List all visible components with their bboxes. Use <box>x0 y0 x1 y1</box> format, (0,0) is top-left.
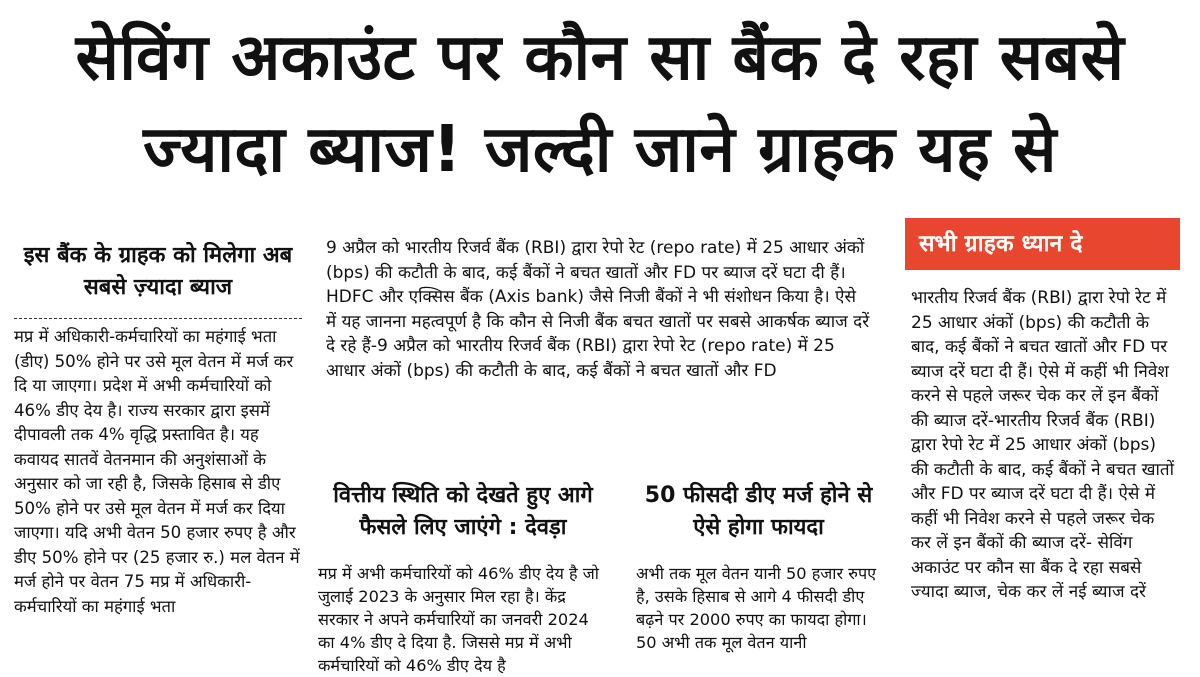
sub-article-finance <box>318 480 608 677</box>
headline-line-1: सेविंग अकाउंट पर कौन सा बैंक दे रहा सबसे <box>75 21 1125 95</box>
sub-article-da-merge-heading: 50 फीसदी डीए मर्ज होने से ऐसे होगा फायदा <box>644 483 873 540</box>
section-divider <box>14 318 302 319</box>
right-column <box>905 218 1180 605</box>
sub-article-finance-heading: वित्तीय स्थिति को देखते हुए आगे फैसले लिए जाएंगे : देवड़ा <box>333 483 593 540</box>
center-column <box>326 236 871 383</box>
right-column-body: भारतीय रिजर्व बैंक (RBI) द्वारा रेपो रेट में 25 आधार अंकों (bps) की कटौती के बाद, कई बैंकों ने बचत खातों और FD पर ब्याज दरें घटा दी हैं। ऐसे में कहीं भी निवेश करने से पहले जरूर चेक कर लें इन बैंकों की ब्याज दरें-भारतीय रिजर्व बैंक (RBI) द्वारा रेपो रेट में 25 आधार अंकों (bps) की कटौती के बाद, कई बैंकों ने बचत खातों और FD पर ब्याज दरें घटा दी हैं। ऐसे में कहीं भी निवेश करने से पहले जरूर चेक कर लें इन बैंकों की ब्याज दरें- सेविंग अकाउंट पर कौन सा बैंक दे रहा सबसे ज्यादा ब्याज, चेक कर लें नई ब्याज दरें <box>911 288 1175 602</box>
sub-article-da-merge-body: अभी तक मूल वेतन यानी 50 हजार रुपए है, उसके हिसाब से आगे 4 फीसदी डीए बढ़ने पर 2000 रुपए का फायदा होगा। 50 अभी तक मूल वेतन यानी <box>636 564 877 652</box>
page-headline <box>20 12 1180 196</box>
left-column-heading: इस बैंक के ग्राहक को मिलेगा अब सबसे ज़्यादा ब्याज <box>23 243 293 300</box>
sub-article-da-merge <box>636 480 881 654</box>
sub-article-finance-body: मप्र में अभी कर्मचारियों को 46% डीए देय है जो जुलाई 2023 के अनुसार मिल रहा है। केंद्र सरकार ने अपने कर्मचारियों का जनवरी 2024 का 4% डीए दे दिया है. जिससे मप्र में अभी कर्मचारियों को 46% डीए देय है <box>318 564 599 675</box>
left-column-body: मप्र में अधिकारी-कर्मचारियों का महंगाई भता (डीए) 50% होने पर उसे मूल वेतन में मर्ज कर दि या जाएगा। प्रदेश में अभी कर्मचारियों को 46% डीए देय है। राज्य सरकार द्वारा इसमें दीपावली तक 4% वृद्धि प्रस्तावित है। यह कवायद सातवें वेतनमान की अनुशंसाओं के अनुसार को जा रही है, जिसके हिसाब से डीए 50% होने पर उसे मूल वेतन में मर्ज कर दिया जाएगा। यदि अभी वेतन 50 हजार रुपए है और डीए 50% होने पर (25 हजार रु.) मल वेतन में मर्ज होने पर वेतन 75 मप्र में अधिकारी-कर्मचारियों का महंगाई भता <box>14 327 300 616</box>
attention-banner: सभी ग्राहक ध्यान दे <box>905 218 1180 270</box>
left-column <box>14 240 302 619</box>
center-column-body: 9 अप्रैल को भारतीय रिजर्व बैंक (RBI) द्वारा रेपो रेट (repo rate) में 25 आधार अंकों (bps) की कटौती के बाद, कई बैंकों ने बचत खातों और FD पर ब्याज दरें घटा दी हैं। HDFC और एक्सिस बैंक (Axis bank) जैसे निजी बैंकों ने भी संशोधन किया है। ऐसे में यह जानना महत्वपूर्ण है कि कौन से निजी बैंक बचत खातों पर सबसे आकर्षक ब्याज दरें दे रहे हैं-9 अप्रैल को भारतीय रिजर्व बैंक (RBI) द्वारा रेपो रेट (repo rate) में 25 आधार अंकों (bps) की कटौती के बाद, कई बैंकों ने बचत खातों और FD <box>326 238 870 381</box>
headline-line-2: ज्यादा ब्याज! जल्दी जाने ग्राहक यह से <box>143 113 1057 187</box>
